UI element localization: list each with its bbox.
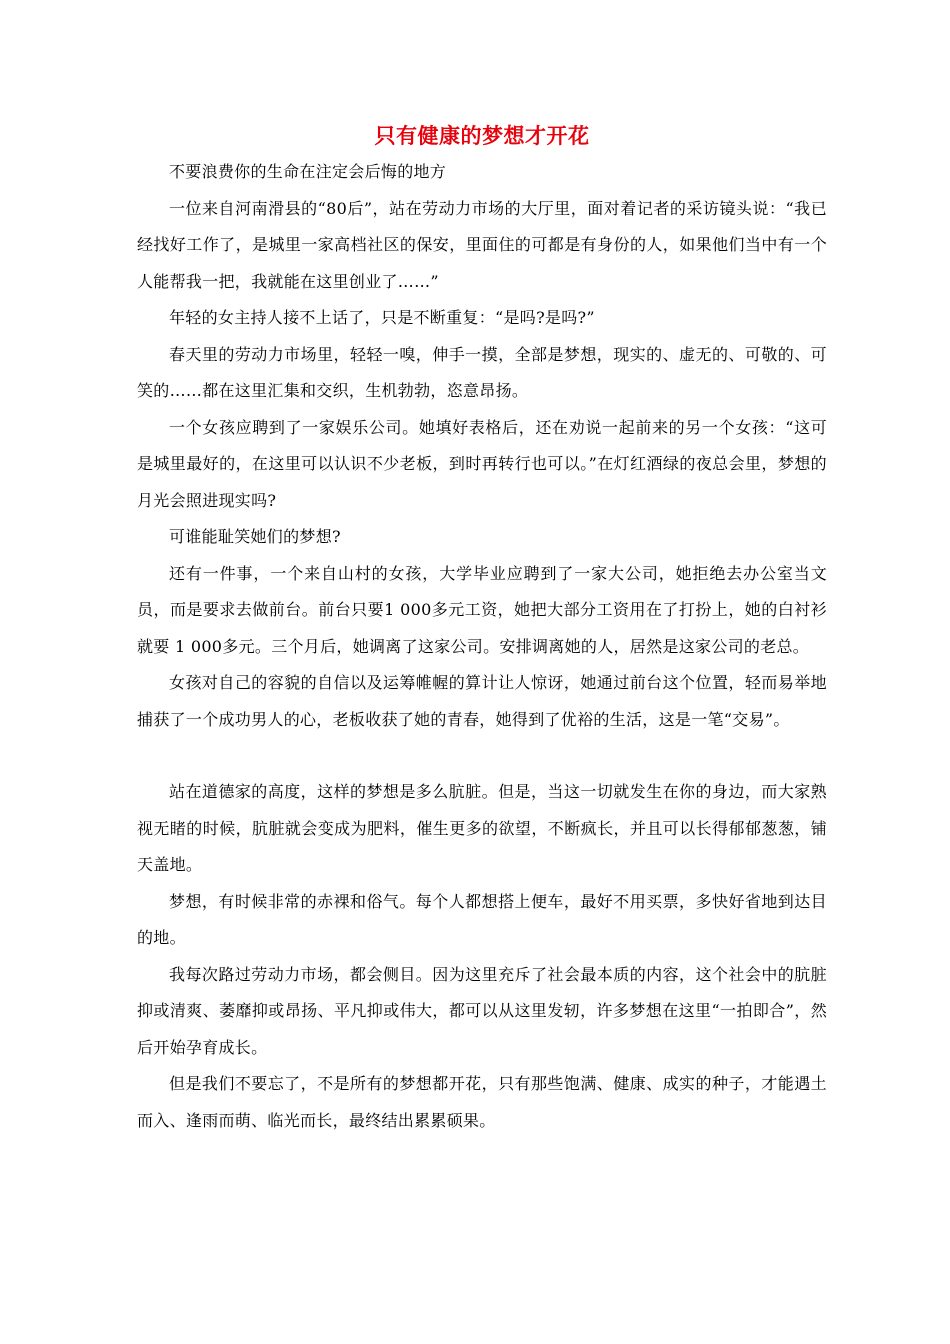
paragraph: 一位来自河南滑县的“80后”，站在劳动力市场的大厅里，面对着记者的采访镜头说：“我已经找好工作了，是城里一家高档社区的保安，里面住的可都是有身份的人，如果他们当中有一个人能帮我一把，我就能在这里创业了……” (137, 198, 827, 291)
paragraph: 女孩对自己的容貌的自信以及运筹帷幄的算计让人惊讶，她通过前台这个位置，轻而易举地捕获了一个成功男人的心，老板收获了她的青春，她得到了优裕的生活，这是一笔“交易”。 (137, 673, 827, 729)
paragraph: 春天里的劳动力市场里，轻轻一嗅，伸手一摸，全部是梦想，现实的、虚无的、可敬的、可笑的……都在这里汇集和交织，生机勃勃，恣意昂扬。 (137, 344, 827, 400)
paragraph: 但是我们不要忘了，不是所有的梦想都开花，只有那些饱满、健康、成实的种子，才能遇土而入、逢雨而萌、临光而长，最终结出累累硕果。 (137, 1074, 827, 1130)
paragraph: 我每次路过劳动力市场，都会侧目。因为这里充斥了社会最本质的内容，这个社会中的肮脏抑或清爽、萎靡抑或昂扬、平凡抑或伟大，都可以从这里发轫，许多梦想在这里“一拍即合”，然后开始孕育成长。 (137, 964, 827, 1057)
paragraph: 年轻的女主持人接不上话了，只是不断重复：“是吗?是吗?” (169, 308, 595, 327)
paragraph: 可谁能耻笑她们的梦想? (169, 527, 341, 546)
paragraph: 一个女孩应聘到了一家娱乐公司。她填好表格后，还在劝说一起前来的另一个女孩：“这可是城里最好的，在这里可以认识不少老板，到时再转行也可以。”在灯红酒绿的夜总会里，梦想的月光会照进现实吗? (137, 417, 827, 510)
document-page (137, 118, 827, 1139)
document-title: 只有健康的梦想才开花 (374, 124, 590, 148)
paragraph-gap (137, 738, 827, 774)
paragraph: 还有一件事，一个来自山村的女孩，大学毕业应聘到了一家大公司，她拒绝去办公室当文员，而是要求去做前台。前台只要1 000多元工资，她把大部分工资用在了打扮上，她的白衬衫就要 1 000多元。三个月后，她调离了这家公司。安排调离她的人，居然是这家公司的老总。 (137, 563, 827, 656)
paragraph: 不要浪费你的生命在注定会后悔的地方 (169, 162, 447, 181)
paragraph: 梦想，有时候非常的赤裸和俗气。每个人都想搭上便车，最好不用买票，多快好省地到达目的地。 (137, 891, 827, 947)
paragraph: 站在道德家的高度，这样的梦想是多么肮脏。但是，当这一切就发生在你的身边，而大家熟视无睹的时候，肮脏就会变成为肥料，催生更多的欲望，不断疯长，并且可以长得郁郁葱葱，铺天盖地。 (137, 782, 827, 874)
